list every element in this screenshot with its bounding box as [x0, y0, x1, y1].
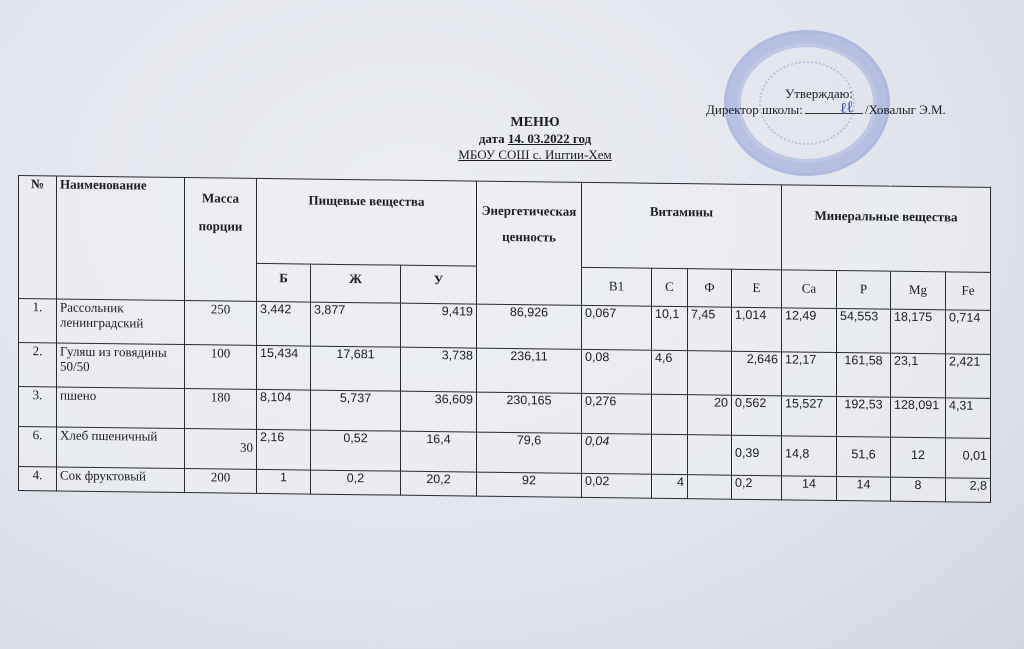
- col-b1: B1: [582, 267, 652, 306]
- col-fe: Fe: [946, 272, 991, 311]
- row-c: 4,6: [652, 350, 688, 394]
- col-ca: Ca: [782, 270, 837, 309]
- col-mass: Масса порции: [185, 178, 257, 302]
- row-mass: 100: [185, 345, 257, 390]
- row-mass: 250: [185, 301, 257, 346]
- row-u: 16,4: [401, 431, 477, 472]
- row-p: 161,58: [837, 353, 891, 398]
- row-c: [652, 394, 688, 434]
- row-b1: 0,067: [582, 305, 652, 350]
- row-no: 4.: [19, 467, 57, 491]
- row-mass: 180: [185, 389, 257, 430]
- row-no: 3.: [19, 387, 57, 427]
- row-e: 2,646: [732, 351, 782, 396]
- col-zh: Ж: [311, 264, 401, 303]
- header-row-1: [19, 176, 991, 273]
- row-b: 3,442: [257, 301, 311, 346]
- row-b: 15,434: [257, 345, 311, 390]
- row-ca: 12,49: [782, 308, 837, 353]
- row-zh: 3,877: [311, 302, 401, 347]
- row-no: 2.: [19, 343, 57, 387]
- col-f: Ф: [688, 268, 732, 307]
- row-f: [688, 351, 732, 396]
- row-f: [688, 475, 732, 500]
- director-name: /Ховалыг Э.М.: [864, 102, 946, 117]
- row-u: 9,419: [401, 303, 477, 348]
- row-zh: 0,2: [311, 470, 401, 495]
- row-b: 8,104: [257, 389, 311, 430]
- row-mg: 128,091: [891, 397, 946, 438]
- row-b1: 0,08: [582, 349, 652, 394]
- row-name: Сок фруктовый: [57, 467, 185, 493]
- row-energy: 236,11: [477, 348, 582, 393]
- row-ca: 15,527: [782, 396, 837, 437]
- row-e: 1,014: [732, 307, 782, 352]
- row-zh: 5,737: [311, 390, 401, 431]
- row-b1: 0,02: [582, 473, 652, 498]
- row-fe: 2,421: [946, 354, 991, 399]
- row-mg: 8: [891, 477, 946, 502]
- row-u: 20,2: [401, 471, 477, 496]
- row-fe: 0,714: [946, 310, 991, 355]
- row-e: 0,2: [732, 475, 782, 500]
- col-p: P: [837, 270, 891, 309]
- col-name: Наименование: [57, 176, 185, 301]
- row-energy: 79,6: [477, 432, 582, 473]
- row-f: 20: [688, 395, 732, 436]
- row-p: 14: [837, 477, 891, 502]
- col-minerals: Минеральные вещества: [782, 185, 991, 272]
- row-mg: 12: [891, 437, 946, 478]
- row-zh: 17,681: [311, 346, 401, 391]
- row-name: Гуляш из говядины 50/50: [57, 343, 185, 389]
- col-b: Б: [257, 263, 311, 302]
- col-c: С: [652, 268, 688, 307]
- row-energy: 230,165: [477, 392, 582, 433]
- row-p: 192,53: [837, 397, 891, 438]
- row-b1: 0,276: [582, 393, 652, 434]
- row-b: 2,16: [257, 429, 311, 470]
- row-c: 4: [652, 474, 688, 498]
- row-name: пшено: [57, 387, 185, 429]
- row-e: 0,39: [732, 435, 782, 476]
- col-nutrients: Пищевые вещества: [257, 178, 477, 265]
- row-ca: 14: [782, 476, 837, 501]
- row-e: 0,562: [732, 395, 782, 436]
- row-fe: 4,31: [946, 398, 991, 439]
- row-name: Хлеб пшеничный: [57, 427, 185, 469]
- row-u: 3,738: [401, 347, 477, 392]
- row-name: Рассольник ленинградский: [57, 299, 185, 345]
- row-b1: 0,04: [582, 433, 652, 474]
- school-name: МБОУ СОШ с. Иштии-Хем: [458, 147, 612, 162]
- document-title-block: [400, 115, 670, 163]
- row-p: 54,553: [837, 309, 891, 354]
- row-no: 6.: [19, 427, 57, 467]
- row-fe: 2,8: [946, 478, 991, 503]
- row-u: 36,609: [401, 391, 477, 432]
- row-energy: 86,926: [477, 304, 582, 349]
- row-no: 1.: [19, 299, 57, 343]
- director-label: Директор школы:: [706, 102, 803, 117]
- row-mg: 23,1: [891, 353, 946, 398]
- row-mass: 200: [185, 469, 257, 494]
- col-vitamins: Витамины: [582, 182, 782, 269]
- row-fe: 0,01: [946, 438, 991, 479]
- col-e: Е: [732, 269, 782, 308]
- row-mg: 18,175: [891, 309, 946, 354]
- col-energy: Энергетическая ценность: [477, 181, 582, 305]
- row-p: 51,6: [837, 437, 891, 478]
- row-zh: 0,52: [311, 430, 401, 471]
- row-energy: 92: [477, 472, 582, 497]
- director-line: [706, 102, 946, 118]
- col-mg: Mg: [891, 271, 946, 310]
- document-title: МЕНЮ: [510, 115, 560, 130]
- col-u: У: [401, 265, 477, 304]
- row-f: 7,45: [688, 307, 732, 352]
- row-c: 10,1: [652, 306, 688, 350]
- approval-label: Утверждаю:: [785, 86, 853, 101]
- handwritten-signature: ℓℓ: [838, 98, 855, 119]
- row-mass: 30: [185, 429, 257, 470]
- row-f: [688, 435, 732, 476]
- date-line: дата 14. 03.2022 год: [478, 131, 592, 146]
- row-c: [652, 434, 688, 474]
- menu-table: [18, 175, 991, 503]
- menu-date: 14. 03.2022 год: [507, 131, 592, 146]
- row-ca: 12,17: [782, 352, 837, 397]
- col-no: №: [19, 176, 57, 299]
- row-ca: 14,8: [782, 436, 837, 477]
- row-b: 1: [257, 469, 311, 494]
